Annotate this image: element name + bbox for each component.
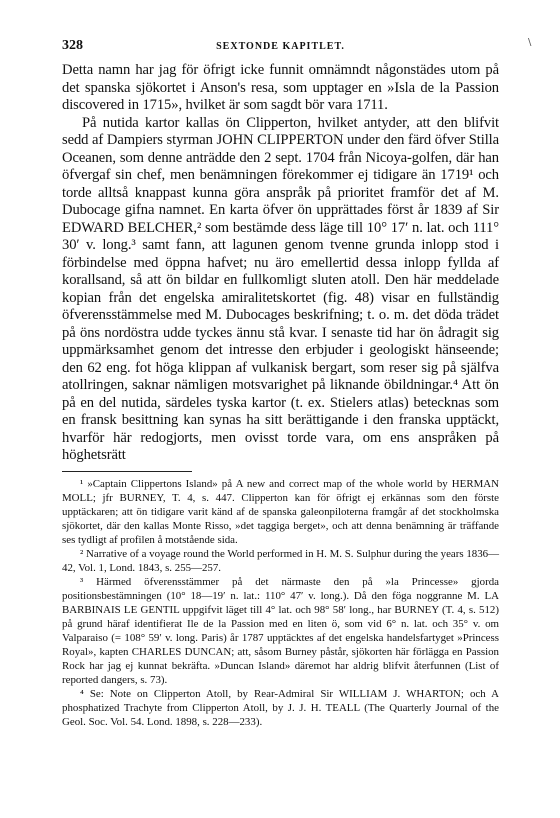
footnote-2: ² Narrative of a voyage round the World performed in H. M. S. Sulphur during the years 1836—42, Vol. 1, Lond. 1843, s. 255—257.	[62, 547, 499, 574]
paragraph-2: På nutida kartor kallas ön Clipperton, hvilket antyder, att den blifvit sedd af Dampiers styrman JOHN CLIPPERTON under den färd öfver Stilla Oceanen, som denne anträdde den 2 sept. 1704 från Nicoya-golfen, där han öfvergaf sin chef, men benämningen förekommer ej tidigare än 1719¹ och torde alltså knappast kunna göra anspråk på prioritet framför det af M. Dubocage gifna namnet. En karta öfver ön upprättades först år 1839 af Sir EDWARD BELCHER,² som bestämde dess läge till 10° 17′ n. lat. och 111° 30′ v. long.³ samt fann, att lagunen genom tvenne grunda inlopp stod i förbindelse med öppna hafvet; nu äro emellertid dessa inlopp fyllda af korallsand, så att ön bildar en fullkomligt sluten atoll. Den här meddelade kopian från det engelska amiralitetskortet (fig. 48) visar en fullständig öfverensstämmelse med M. Dubocages beskrifning; t. o. m. det döda trädet på öns nordöstra udde tyckes ännu stå kvar. I senaste tid har ön ådragit sig uppmärksamhet genom det intresse den erbjuder i geologiskt hänseende; den 62 eng. fot höga klippan af vulkanisk bergart, som reser sig på själfva atollringen, saknar nämligen motsvarighet på liknande öbildningar.⁴ Att ön på en del nutida, särdeles tyska kartor (t. ex. Stielers atlas) betecknas som en fransk besittning kan synas ha sitt berättigande i den franska upptäckt, hvarför här redogjorts, men ovisst torde vara, om ens anspråken på höghetsrätt	[62, 114, 499, 463]
body-text	[62, 62, 499, 465]
running-head: SEXTONDE KAPITLET.	[216, 41, 345, 52]
book-page	[62, 38, 499, 729]
margin-mark: \	[528, 37, 532, 48]
footnote-rule	[62, 471, 192, 472]
page-header	[62, 38, 499, 62]
footnote-3: ³ Härmed öfverensstämmer på det närmaste den på »la Princesse» gjorda positionsbestämningen (10° 18—19′ n. lat.: 110° 47′ v. long.). Då den föga noggranne M. LA BARBINAIS LE GENTIL uppgifvit läget till 4° lat. och 98° 58′ long., har BURNEY (T. 4, s. 512) på grund häraf identifierat Ile de la Passion med en liten ö, som vid 6° n. lat. och 35° v. om Valparaiso (= 108° 59′ v. long. Paris) år 1787 upptäcktes af det engelska handelsfartyget »Princess Royal», kapten CHARLES DUNCAN; att, såsom Burney påstår, sjökorten här förlägga en Passion Rock har jag ej kunnat bekräfta. »Duncan Island» däremot har aldrig blifvit återfunnen (List of reported dangers, s. 73).	[62, 575, 499, 686]
paragraph-1: Detta namn har jag för öfrigt icke funnit omnämndt någonstädes utom på det spanska sjökortet i Anson's resa, som upptager en »Isla de la Passion discovered in 1715», hvilket är som sagdt bör vara 1711.	[62, 62, 499, 113]
footnote-1: ¹ »Captain Clippertons Island» på A new and correct map of the whole world by HERMAN MOLL; jfr BURNEY, T. 4, s. 447. Clipperton kan för öfrigt ej erkännas som den förste upptäckaren; att ön tidigare varit känd af de spanska galeonpiloterna framgår af det stockholmska sjökortet, där den kallas Monte Risso, »det taggiga berget», och att denna benämning är träffande ses tydligt af profilen å motstående sida.	[62, 477, 499, 546]
footnotes	[62, 477, 499, 729]
footnote-4: ⁴ Se: Note on Clipperton Atoll, by Rear-Admiral Sir WILLIAM J. WHARTON; och A phosphatized Trachyte from Clipperton Atoll, by J. J. H. TEALL (The Quarterly Journal of the Geol. Soc. Vol. 54. Lond. 1898, s. 228—233).	[62, 687, 499, 728]
page-number: 328	[62, 38, 83, 53]
